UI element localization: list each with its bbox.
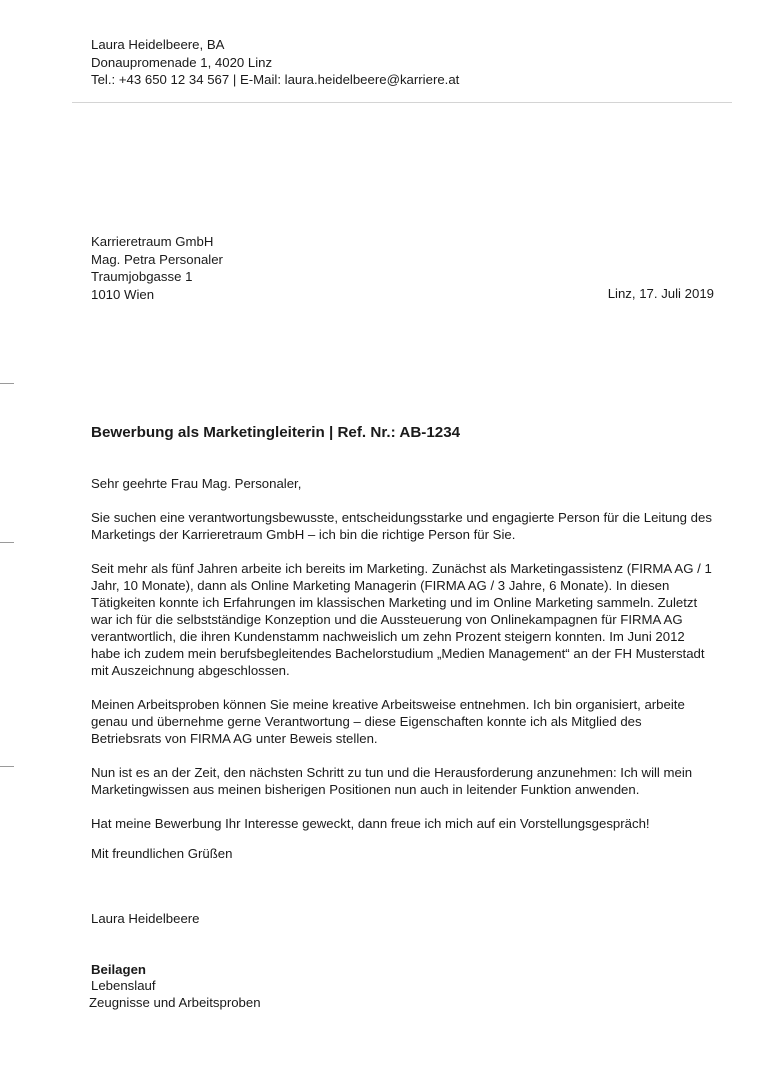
salutation: Sehr geehrte Frau Mag. Personaler, (91, 476, 302, 491)
enclosure-item: Lebenslauf (91, 978, 156, 993)
fold-mark-bottom (0, 766, 14, 767)
enclosures-list (91, 977, 261, 1011)
body-paragraph-2: Seit mehr als fünf Jahren arbeite ich bereits im Marketing. Zunächst als Marketingassistenz (FIRMA AG / 1 Jahr, 10 Monate), dann als Online Marketing Managerin (FIRMA AG / 3 Jahre, 6 Monate). In diesen Tätigkeiten konnte ich Erfahrungen im klassischen Marketing und im Online Marketing sammeln. Zuletzt war ich für die selbstständige Konzeption und die Aussteuerung von Onlinekampagnen für FIRMA AG verantwortlich, die ihren Kundenstamm nachweislich um zehn Prozent steigern konnten. Im Juni 2012 habe ich zudem mein berufsbegleitendes Bachelorstudium „Medien Management“ an der FH Musterstadt mit Auszeichnung abgeschlossen. (91, 561, 712, 678)
body-paragraph-1: Sie suchen eine verantwortungsbewusste, entscheidungsstarke und engagierte Person für die Leitung des Marketings der Karrieretraum GmbH – ich bin die richtige Person für Sie. (91, 510, 712, 542)
signature-name: Laura Heidelbeere (91, 911, 200, 926)
recipient-person: Mag. Petra Personaler (91, 251, 223, 267)
recipient-company: Karrieretraum GmbH (91, 234, 214, 249)
sender-name: Laura Heidelbeere, BA (91, 37, 225, 52)
subject-line: Bewerbung als Marketingleiterin | Ref. Nr.: AB-1234 (91, 424, 461, 441)
sender-address: Donaupromenade 1, 4020 Linz (91, 54, 273, 70)
body-paragraph-5: Hat meine Bewerbung Ihr Interesse geweckt, dann freue ich mich auf ein Vorstellungsgespräch! (91, 816, 650, 831)
header-divider (72, 102, 732, 103)
recipient-street: Traumjobgasse 1 (91, 269, 193, 284)
sender-block (91, 36, 459, 89)
body-paragraph-4: Nun ist es an der Zeit, den nächsten Schritt zu tun und die Herausforderung anzunehmen: Ich will mein Marketingwissen aus meinen bisherigen Positionen nun auch in leitender Funktion anwenden. (91, 765, 693, 797)
body-paragraph-3: Meinen Arbeitsproben können Sie meine kreative Arbeitsweise entnehmen. Ich bin organisiert, arbeite genau und übernehme gerne Verantwortung – diese Eigenschaften konnte ich als Mitglied des Betriebsrats von FIRMA AG unter Beweis stellen. (91, 697, 685, 746)
enclosures-title: Beilagen (91, 962, 146, 977)
punch-mark (0, 542, 14, 543)
fold-mark-top (0, 383, 14, 384)
letter-date: Linz, 17. Juli 2019 (607, 286, 714, 301)
recipient-city: 1010 Wien (91, 286, 155, 302)
enclosure-item: Zeugnisse und Arbeitsproben (89, 995, 261, 1010)
sender-contact: Tel.: +43 650 12 34 567 | E-Mail: laura.heidelbeere@karriere.at (91, 72, 460, 87)
letter-body (91, 509, 715, 849)
recipient-block (91, 233, 223, 303)
closing: Mit freundlichen Grüßen (91, 846, 233, 861)
